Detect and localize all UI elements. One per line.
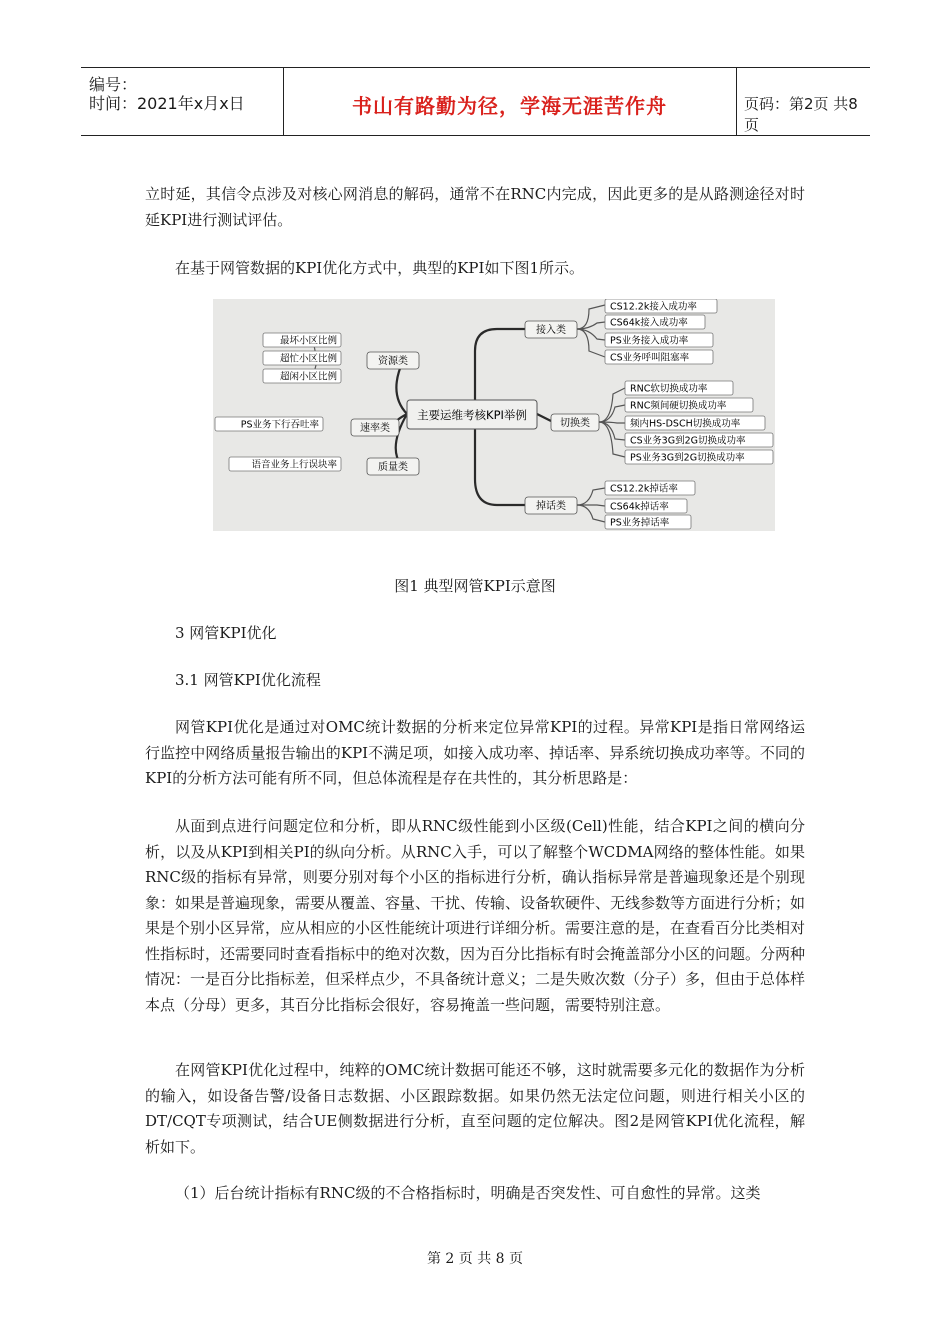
paragraph-2: 在基于网管数据的KPI优化方式中，典型的KPI如下图1所示。	[175, 259, 584, 277]
number-label: 编号：	[89, 75, 138, 94]
paragraph-6: （1）后台统计指标有RNC级的不合格指标时，明确是否突发性、可自愈性的异常。这类	[175, 1184, 761, 1202]
leaf-drop-2: CS64k掉话率	[610, 501, 669, 513]
branch-resource: 资源类	[378, 356, 408, 367]
leaf-resource-3: 超闲小区比例	[279, 371, 337, 383]
branch-access: 接入类	[536, 325, 566, 336]
leaf-resource-2: 超忙小区比例	[279, 353, 337, 365]
motto: 书山有路勤为径，学海无涯苦作舟	[352, 94, 667, 118]
leaf-handover-2: RNC频间硬切换成功率	[630, 400, 727, 412]
header-meta-cell	[81, 68, 284, 135]
leaf-handover-4: CS业务3G到2G切换成功率	[630, 435, 746, 447]
page-label: 页码：第2页 共8页	[744, 95, 858, 134]
leaf-handover-3: 频内HS-DSCH切换成功率	[630, 418, 741, 430]
header-motto-cell	[283, 68, 737, 135]
paragraph-3: 网管KPI优化是通过对OMC统计数据的分析来定位异常KPI的过程。异常KPI是指日常网络运行监控中网络质量报告输出的KPI不满足项，如接入成功率、掉话率、异系统切换成功率等。不同的KPI的分析方法可能有所不同，但总体流程是存在共性的，其分析思路是：	[145, 718, 805, 787]
figure-caption: 图1 典型网管KPI示意图	[394, 577, 556, 595]
page-header	[81, 67, 870, 136]
branch-drop: 掉话类	[536, 501, 566, 512]
paragraph-5: 在网管KPI优化过程中，纯粹的OMC统计数据可能还不够，这时就需要多元化的数据作为分析的输入，如设备告警/设备日志数据、小区跟踪数据。如果仍然无法定位问题，则进行相关小区的DT/CQT专项测试，结合UE侧数据进行分析，直至问题的定位解决。图2是网管KPI优化流程，解析如下。	[145, 1061, 805, 1156]
page-footer: 第 2 页 共 8 页	[426, 1251, 524, 1267]
section-heading-3-1: 3.1 网管KPI优化流程	[175, 671, 321, 689]
leaf-access-4: CS业务呼叫阻塞率	[610, 352, 690, 364]
paragraph-1: 立时延，其信令点涉及对核心网消息的解码，通常不在RNC内完成，因此更多的是从路测途径对时延KPI进行测试评估。	[145, 185, 805, 229]
date-label: 时间：2021年x月x日	[89, 94, 245, 113]
leaf-nodes-right	[605, 299, 773, 529]
leaf-access-2: CS64k接入成功率	[610, 317, 688, 329]
leaf-drop-3: PS业务掉话率	[610, 517, 670, 529]
branch-quality: 质量类	[378, 462, 408, 473]
section-heading-3: 3 网管KPI优化	[175, 624, 277, 642]
leaf-resource-1: 最坏小区比例	[279, 335, 337, 347]
leaf-rate-1: PS业务下行吞吐率	[240, 419, 319, 431]
kpi-mindmap-figure	[213, 299, 775, 531]
branch-rate: 速率类	[360, 423, 390, 434]
leaf-nodes-left	[215, 333, 341, 471]
kpi-mindmap	[213, 299, 775, 531]
leaf-drop-1: CS12.2k掉话率	[610, 483, 678, 495]
leaf-access-3: PS业务接入成功率	[610, 335, 689, 347]
leaf-access-1: CS12.2k接入成功率	[610, 301, 697, 313]
branch-handover: 切换类	[560, 418, 590, 429]
header-page-cell	[736, 68, 870, 135]
paragraph-4: 从面到点进行问题定位和分析，即从RNC级性能到小区级(Cell)性能，结合KPI之间的横向分析，以及从KPI到相关PI的纵向分析。从RNC入手，可以了解整个WCDMA网络的整体性能。如果RNC级的指标有异常，则要分别对每个小区的指标进行分析，确认指标异常是普遍现象还是个别现象：如果是普遍现象，需要从覆盖、容量、干扰、传输、设备软硬件、无线参数等方面进行分析；如果是个别小区异常，应从相应的小区性能统计项进行详细分析。需要注意的是，在查看百分比类相对性指标时，还需要同时查看指标中的绝对次数，因为百分比指标有时会掩盖部分小区的问题。分两种情况：一是百分比指标差，但采样点少，不具备统计意义；二是失败次数（分子）多，但由于总体样本点（分母）更多，其百分比指标会很好，容易掩盖一些问题，需要特别注意。	[145, 817, 806, 1014]
center-label: 主要运维考核KPI举例	[417, 408, 527, 422]
leaf-handover-1: RNC软切换成功率	[630, 383, 708, 395]
leaf-quality-1: 语音业务上行误块率	[251, 459, 337, 471]
leaf-handover-5: PS业务3G到2G切换成功率	[630, 452, 745, 464]
